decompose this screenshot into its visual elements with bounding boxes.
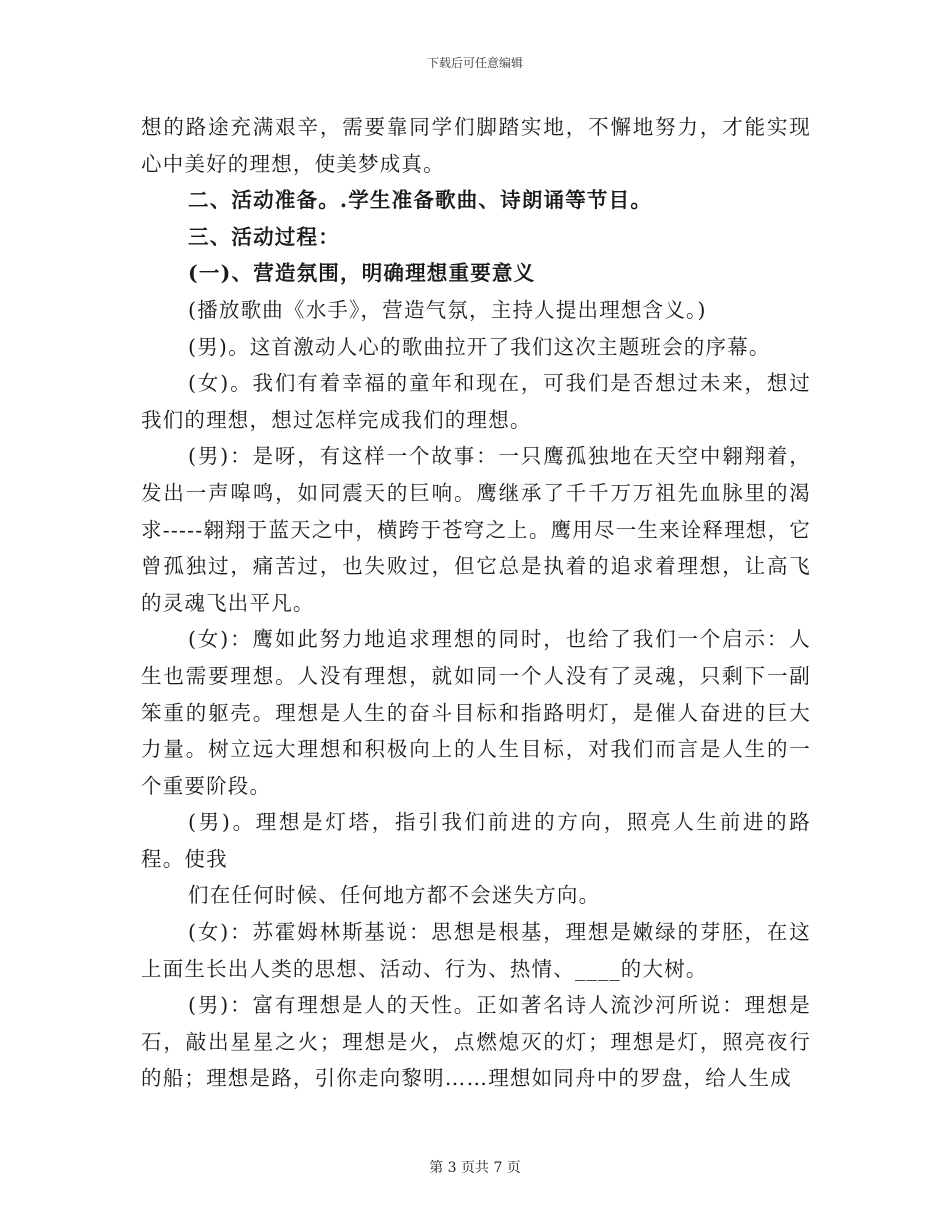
paragraph-female-1: (女)。我们有着幸福的童年和现在，可我们是否想过未来，想过我们的理想，想过怎样完成我们的理想。 xyxy=(141,371,811,432)
subsection-heading-atmosphere: (一)、营造氛围，明确理想重要意义 xyxy=(188,261,536,286)
paragraph-male-3-continued: 们在任何时候、任何地方都不会迷失方向。 xyxy=(188,883,601,908)
paragraph-male-2: (男)：是呀，有这样一个故事：一只鹰孤独地在天空中翱翔着，发出一声嗥鸣，如同震天的巨响。鹰继承了千千万万祖先血脉里的渴求-----翱翔于蓝天之中，横跨于苍穹之上。鹰用尽一生来诠释理想，它曾孤独过，痛苦过，也失败过，但它总是执着的追求着理想，让高飞的灵魂飞出平凡。 xyxy=(141,444,811,615)
paragraph-stage-direction: (播放歌曲《水手》，营造气氛，主持人提出理想含义。) xyxy=(188,297,707,322)
paragraph-female-3: (女)：苏霍姆林斯基说：思想是根基，理想是嫩绿的芽胚，在这上面生长出人类的思想、活动、行为、热情、____的大树。 xyxy=(141,920,811,981)
page-footer: 第 3 页共 7 页 xyxy=(429,1160,521,1176)
page-header: 下载后可任意编辑 xyxy=(426,56,523,70)
document-body xyxy=(141,109,811,1097)
paragraph-male-4: (男)：富有理想是人的天性。正如著名诗人流沙河所说：理想是石，敲出星星之火；理想是火，点燃熄灭的灯；理想是灯，照亮夜行的船；理想是路，引你走向黎明……理想如同舟中的罗盘，给人生成 xyxy=(141,993,811,1091)
paragraph-male-1: (男)。这首激动人心的歌曲拉开了我们这次主题班会的序幕。 xyxy=(188,334,771,359)
section-heading-process: 三、活动过程： xyxy=(188,224,340,249)
paragraph-female-2: (女)：鹰如此努力地追求理想的同时，也给了我们一个启示：人生也需要理想。人没有理想，就如同一个人没有了灵魂，只剩下一副笨重的躯壳。理想是人生的奋斗目标和指路明灯，是催人奋进的巨大力量。树立远大理想和积极向上的人生目标，对我们而言是人生的一个重要阶段。 xyxy=(141,627,811,798)
paragraph-male-3: (男)。理想是灯塔，指引我们前进的方向，照亮人生前进的路程。使我 xyxy=(141,810,811,871)
section-heading-preparation: 二、活动准备。.学生准备歌曲、诗朗诵等节目。 xyxy=(188,188,653,213)
paragraph-1: 想的路途充满艰辛，需要靠同学们脚踏实地，不懈地努力，才能实现心中美好的理想，使美梦成真。 xyxy=(141,115,811,176)
